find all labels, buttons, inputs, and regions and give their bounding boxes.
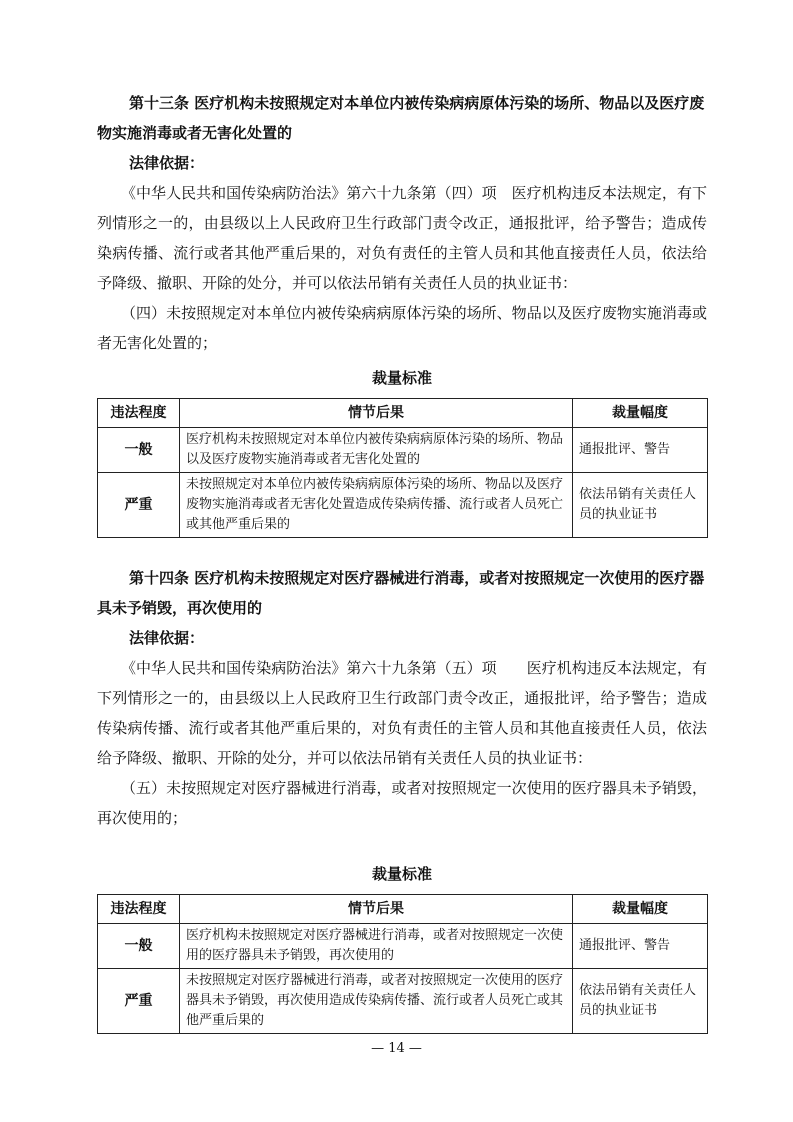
table-row [98,969,708,1034]
header-level: 违法程度 [98,399,180,428]
article-13-basis-paragraph: 《中华人民共和国传染病防治法》第六十九条第（四）项 医疗机构违反本法规定，有下列情形之一的，由县级以上人民政府卫生行政部门责令改正，通报批评，给予警告；造成传染病传播、流行或者其他严重后果的，对负有责任的主管人员和其他直接责任人员，依法给予降级、撤职、开除的处分，并可以依法吊销有关责任人员的执业证书： [97,184,707,292]
article-14-basis-paragraph: 《中华人民共和国传染病防治法》第六十九条第（五）项 医疗机构违反本法规定，有下列情形之一的，由县级以上人民政府卫生行政部门责令改正，通报批评，给予警告；造成传染病传播、流行或者其他严重后果的，对负有责任的主管人员和其他直接责任人员，依法给予降级、撤职、开除的处分，并可以依法吊销有关责任人员的执业证书： [97,659,707,767]
row-level: 严重 [98,969,180,1034]
page-number: — 14 — [371,1041,422,1056]
table-header-row [98,399,708,428]
article-13-discretion-table [97,398,708,538]
table-row [98,924,708,969]
row-level: 严重 [98,473,180,538]
table-header-row [98,895,708,924]
article-13-legal-basis-label: 法律依据： [129,154,205,172]
article-14-item-paragraph: （五）未按照规定对医疗器械进行消毒，或者对按照规定一次使用的医疗器具未予销毁，再次使用的； [97,779,707,827]
article-14-discretion-table [97,894,708,1034]
article-13-title: 第十三条 医疗机构未按照规定对本单位内被传染病病原体污染的场所、物品以及医疗废物实施消毒或者无害化处置的 [97,94,705,142]
article-13-item-paragraph: （四）未按照规定对本单位内被传染病病原体污染的场所、物品以及医疗废物实施消毒或者无害化处置的； [97,304,707,352]
header-range: 裁量幅度 [573,399,708,428]
row-circumstance: 医疗机构未按照规定对本单位内被传染病病原体污染的场所、物品以及医疗废物实施消毒或者无害化处置的 [180,428,573,473]
header-circumstance: 情节后果 [180,895,573,924]
article-14-table-caption: 裁量标准 [371,865,432,883]
table-row [98,428,708,473]
row-level: 一般 [98,428,180,473]
header-circumstance: 情节后果 [180,399,573,428]
row-circumstance: 未按照规定对本单位内被传染病病原体污染的场所、物品以及医疗废物实施消毒或者无害化处置造成传染病传播、流行或者人员死亡或其他严重后果的 [180,473,573,538]
row-range: 依法吊销有关责任人员的执业证书 [573,969,708,1034]
row-circumstance: 未按照规定对医疗器械进行消毒，或者对按照规定一次使用的医疗器具未予销毁，再次使用造成传染病传播、流行或者人员死亡或其他严重后果的 [180,969,573,1034]
article-14-legal-basis-label: 法律依据： [129,629,205,647]
row-range: 依法吊销有关责任人员的执业证书 [573,473,708,538]
row-level: 一般 [98,924,180,969]
article-14-title: 第十四条 医疗机构未按照规定对医疗器械进行消毒，或者对按照规定一次使用的医疗器具未予销毁，再次使用的 [97,569,705,617]
row-range: 通报批评、警告 [573,428,708,473]
header-level: 违法程度 [98,895,180,924]
row-range: 通报批评、警告 [573,924,708,969]
table-row [98,473,708,538]
row-circumstance: 医疗机构未按照规定对医疗器械进行消毒，或者对按照规定一次使用的医疗器具未予销毁，再次使用的 [180,924,573,969]
article-13-table-caption: 裁量标准 [371,369,432,387]
header-range: 裁量幅度 [573,895,708,924]
